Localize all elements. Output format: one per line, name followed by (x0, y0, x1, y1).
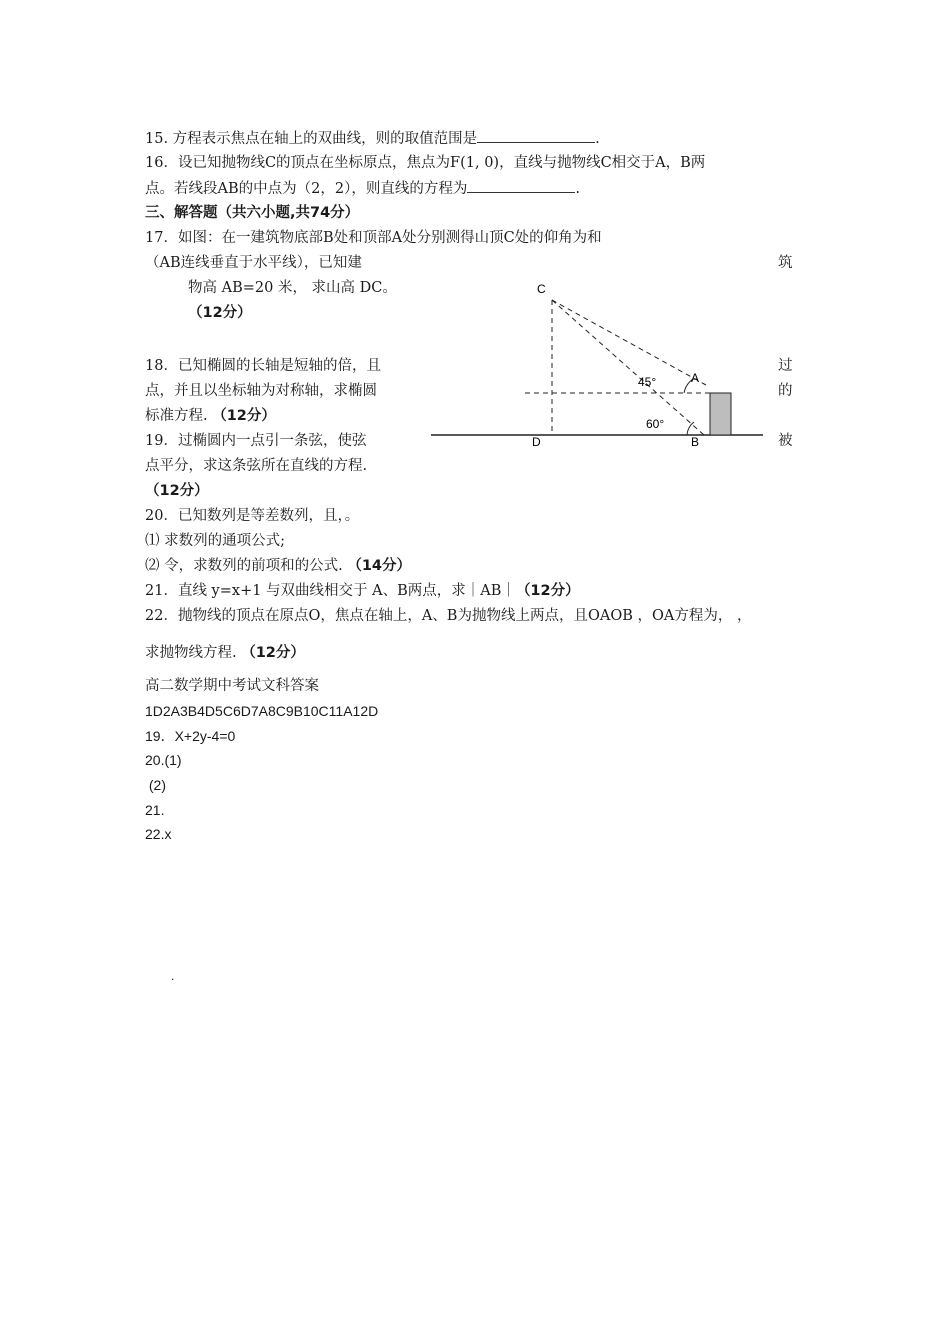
elevation-diagram (428, 278, 768, 448)
label-c: C (537, 282, 546, 296)
question-17-line3: 物高 AB=20 米， 求山高 DC。 (188, 280, 397, 296)
question-21-score: （12分） (515, 583, 580, 599)
question-21: 21．直线 y=x+1 与双曲线相交于 A、B两点，求｜AB｜（12分） (145, 583, 580, 599)
question-17-line1: 17．如图：在一建筑物底部B处和顶部A处分别测得山顶C处的仰角为和 (145, 230, 602, 246)
question-19-wrap-char: 被 (778, 433, 793, 449)
question-22-line2: 求抛物线方程. （12分） (145, 645, 305, 661)
question-19-line2: 点平分，求这条弦所在直线的方程. (145, 458, 368, 474)
answers-title: 高二数学期中考试文科答案 (145, 678, 319, 694)
question-18-wrap-char-2: 的 (778, 383, 793, 399)
question-17-wrap-char: 筑 (778, 255, 793, 271)
question-18-line3: 标准方程. （12分） (145, 408, 276, 424)
sight-line-ca (552, 300, 706, 385)
section-heading: 三、解答题（共六小题,共74分） (145, 205, 360, 221)
angle-arc-b (687, 422, 694, 435)
question-17-score: （12分） (188, 305, 252, 321)
building (710, 393, 731, 435)
question-16-line2: 点。若线段AB的中点为（2，2），则直线的方程为 . (145, 178, 580, 199)
label-d: D (532, 435, 541, 448)
footer-dot: . (171, 969, 175, 983)
question-19-line1: 19．过椭圆内一点引一条弦，使弦 (145, 433, 367, 449)
question-19-score: （12分） (145, 483, 209, 499)
answer-22: 22.x (145, 826, 172, 842)
question-22-score: （12分） (241, 645, 305, 661)
question-20-part1: ⑴ 求数列的通项公式; (145, 533, 285, 549)
sight-line-cb (552, 300, 704, 435)
question-18-wrap-char-1: 过 (778, 358, 793, 374)
question-20-part2: ⑵ 令，求数列的前项和的公式. （14分） (145, 558, 412, 574)
answer-blank (467, 178, 575, 193)
answer-blank (477, 128, 595, 143)
answer-19: 19．X+2y-4=0 (145, 728, 236, 744)
question-17-line2: （AB连线垂直于水平线），已知建 (145, 255, 362, 271)
question-18-score: （12分） (212, 408, 276, 424)
question-15-text: 15. 方程表示焦点在轴上的双曲线，则的取值范围是 (145, 131, 478, 147)
answer-20-2: (2) (145, 777, 166, 793)
answer-20-1: 20.(1) (145, 752, 182, 768)
question-20-line1: 20．已知数列是等差数列，且，。 (145, 508, 360, 524)
question-22-line1: 22．抛物线的顶点在原点O，焦点在轴上，A、B为抛物线上两点，且OAOB ，OA方程为， ， (145, 608, 752, 624)
question-15: 15. 方程表示焦点在轴上的双曲线，则的取值范围是 . (145, 128, 600, 149)
answers-choices: 1D2A3B4D5C6D7A8C9B10C11A12D (145, 703, 379, 719)
label-a: A (691, 371, 700, 385)
angle-label-45: 45° (638, 375, 657, 389)
angle-label-60: 60° (646, 417, 665, 431)
question-20-score: （14分） (347, 558, 412, 574)
label-b: B (691, 435, 700, 448)
question-18-line2: 点，并且以坐标轴为对称轴，求椭圆 (145, 383, 377, 399)
question-16-line1: 16．设已知抛物线C的顶点在坐标原点，焦点为F(1, 0)，直线与抛物线C相交于A，B两 (145, 155, 706, 171)
question-18-line1: 18．已知椭圆的长轴是短轴的倍，且 (145, 358, 381, 374)
answer-21: 21. (145, 802, 165, 818)
